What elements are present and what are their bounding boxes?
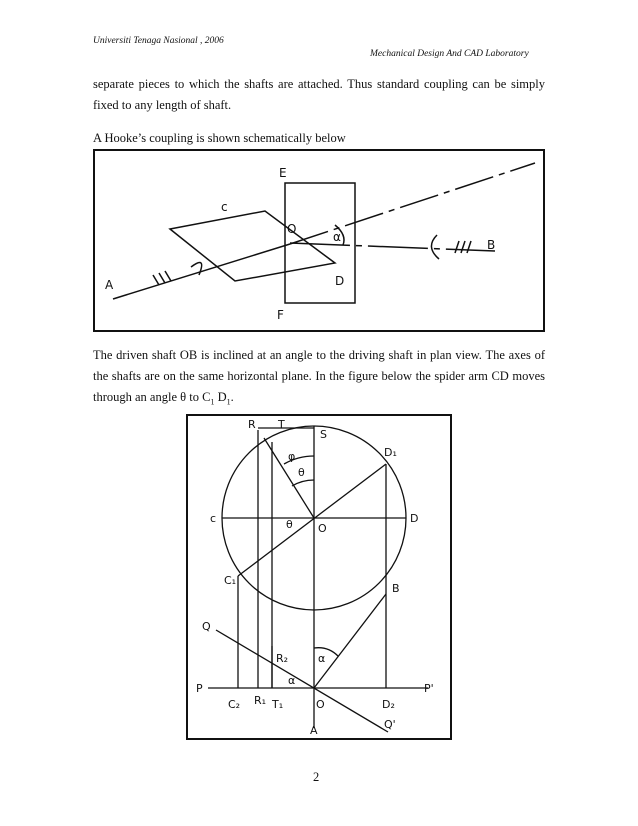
paragraph-1-line-1: separate pieces to which the shafts are attached. Thus standard coupling can be simply: [93, 77, 545, 91]
label-D: D: [410, 512, 419, 525]
hatch-left-2: [159, 273, 165, 283]
label-E: E: [279, 166, 287, 180]
label-O: O: [318, 522, 327, 535]
line-OB: [314, 594, 386, 688]
label-D2: D₂: [382, 698, 395, 711]
label-R: R: [248, 418, 256, 431]
label-R1: R₁: [254, 694, 267, 707]
theta-arc: [292, 480, 314, 486]
label-C2: C₂: [228, 698, 241, 711]
label-T1: T₁: [272, 698, 284, 711]
rotation-arrow-right: [431, 235, 439, 259]
line-3-sub-1: 1: [210, 397, 215, 407]
label-F: F: [277, 308, 284, 322]
paragraph-2-line-3: [93, 387, 545, 413]
label-theta: θ: [298, 466, 305, 479]
label-theta1: θ: [286, 518, 293, 531]
hookes-coupling-drawing: [95, 151, 543, 330]
arm-C1D1: [238, 464, 386, 576]
label-O2: O: [316, 698, 325, 711]
header-left: Universiti Tenaga Nasional , 2006: [93, 36, 224, 46]
hatch-right-2: [461, 241, 465, 253]
driving-shaft: [113, 244, 290, 299]
line-QQ: [216, 630, 388, 732]
label-phi: φ: [288, 450, 296, 463]
hatch-left-3: [165, 271, 171, 281]
label-alpha: α: [333, 230, 341, 244]
hatch-right-1: [455, 241, 459, 253]
label-alpha: α: [318, 652, 326, 665]
label-P-prime: P': [424, 682, 434, 695]
label-B: B: [487, 238, 496, 252]
label-T: T: [278, 418, 285, 431]
line-3-text: through an angle θ to C: [93, 390, 211, 404]
label-R2: R₂: [276, 652, 289, 665]
label-S: S: [320, 428, 327, 441]
label-D1: D₁: [384, 446, 397, 459]
paragraph-2-line-2: the shafts are on the same horizontal plane. In the figure below the spider arm CD moves: [93, 369, 545, 383]
label-D: D: [335, 274, 345, 288]
paragraph-1-line-2: fixed to any length of shaft.: [93, 98, 232, 112]
label-alpha2: α: [288, 674, 296, 687]
paragraph-1: [93, 74, 545, 116]
line-3-end: .: [230, 390, 234, 404]
hatch-right-3: [467, 241, 471, 253]
header-right: Mechanical Design And CAD Laboratory: [370, 49, 529, 59]
label-P: P: [196, 682, 203, 695]
figure-1-caption: A Hooke’s coupling is shown schematically below: [93, 131, 346, 145]
paragraph-2-line-1: The driven shaft OB is inclined at an angle to the driving shaft in plan view. The axes of: [93, 348, 545, 362]
line-3-sub-2: 1: [226, 397, 231, 407]
label-A: A: [105, 278, 114, 292]
paragraph-2: [93, 345, 545, 413]
page-number: 2: [313, 770, 320, 784]
label-B: B: [392, 582, 400, 595]
spider-arm-drawing: [188, 416, 450, 738]
label-A: A: [310, 724, 318, 737]
label-C1: C₁: [224, 574, 237, 587]
hatch-left-1: [153, 275, 159, 285]
label-O: O: [287, 222, 297, 236]
horizontal-plane: [170, 211, 335, 281]
label-Q: Q: [202, 620, 211, 633]
label-C: c: [210, 512, 217, 525]
driven-shaft-upper: [290, 163, 535, 244]
spider-arm-figure: [186, 414, 452, 740]
label-Q-prime: Q': [384, 718, 396, 731]
line-3-mid: D: [214, 390, 227, 404]
hookes-coupling-figure: [93, 149, 545, 332]
label-C: c: [221, 200, 228, 214]
